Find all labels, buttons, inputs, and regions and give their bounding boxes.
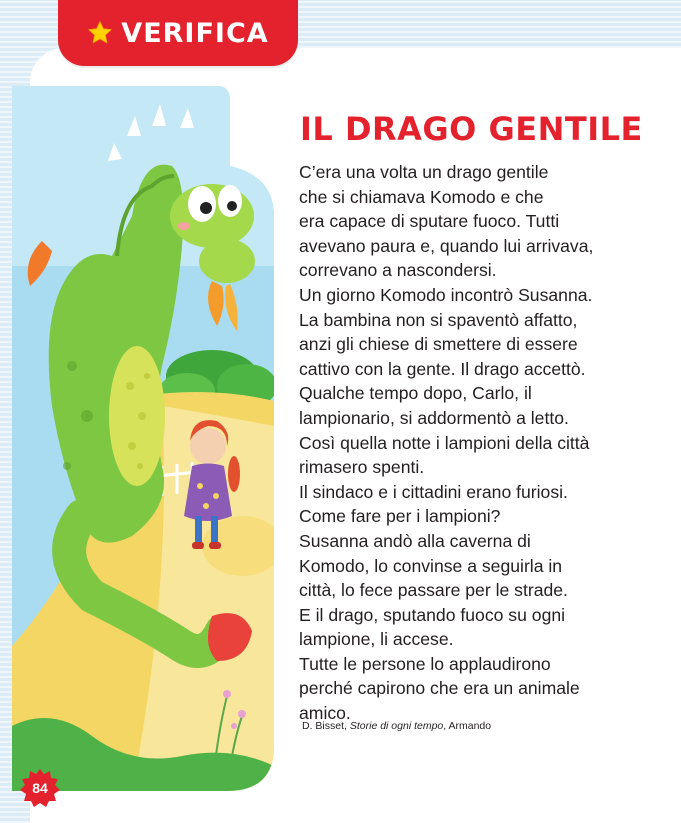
story-line: rimasero spenti. xyxy=(299,457,425,478)
verifica-tab xyxy=(58,0,298,66)
story-line: perché capirono che era un animale xyxy=(299,678,580,699)
story-line: Così quella notte i lampioni della città xyxy=(299,432,590,453)
story-line: cattivo con la gente. Il drago accettò. xyxy=(299,358,586,379)
source-credit xyxy=(302,720,491,732)
page-number: 84 xyxy=(32,780,48,796)
story-title: IL DRAGO GENTILE xyxy=(300,110,643,148)
story-line: amico. xyxy=(299,703,351,724)
story-line: anzi gli chiese di smettere di essere xyxy=(299,334,578,355)
story-line: Susanna andò alla caverna di xyxy=(299,530,531,551)
page-number-badge xyxy=(20,768,60,808)
tab-label: VERIFICA xyxy=(121,17,269,49)
story-line: Qualche tempo dopo, Carlo, il xyxy=(299,383,532,404)
story-line: lampionario, si addormentò a letto. xyxy=(299,407,569,428)
story-line: avevano paura e, quando lui arrivava, xyxy=(299,235,594,256)
story-line: che si chiamava Komodo e che xyxy=(299,186,544,207)
credit-book-title: Storie di ogni tempo xyxy=(349,720,444,732)
story-line: città, lo fece passare per le strade. xyxy=(299,580,568,601)
story-line: Come fare per i lampioni? xyxy=(299,506,501,527)
story-line: Il sindaco e i cittadini erano furiosi. xyxy=(299,481,568,502)
credit-author: D. Bisset, xyxy=(302,720,350,732)
story-line: correvano a nascondersi. xyxy=(299,260,497,281)
story-line: E il drago, sputando fuoco su ogni xyxy=(299,604,566,625)
story-line: La bambina non si spaventò affatto, xyxy=(299,309,578,330)
story-line: lampione, li accese. xyxy=(299,629,454,650)
story-line: Un giorno Komodo incontrò Susanna. xyxy=(299,284,593,305)
dragon-illustration xyxy=(12,86,274,791)
credit-publisher: , Armando xyxy=(443,720,492,732)
story-line: era capace di sputare fuoco. Tutti xyxy=(299,211,560,232)
story-line: Komodo, lo convinse a seguirla in xyxy=(299,555,563,576)
story-line: C’era una volta un drago gentile xyxy=(299,162,549,182)
story-line: Tutte le persone lo applaudirono xyxy=(299,653,551,674)
story-text xyxy=(299,160,671,726)
star-icon xyxy=(87,20,113,46)
